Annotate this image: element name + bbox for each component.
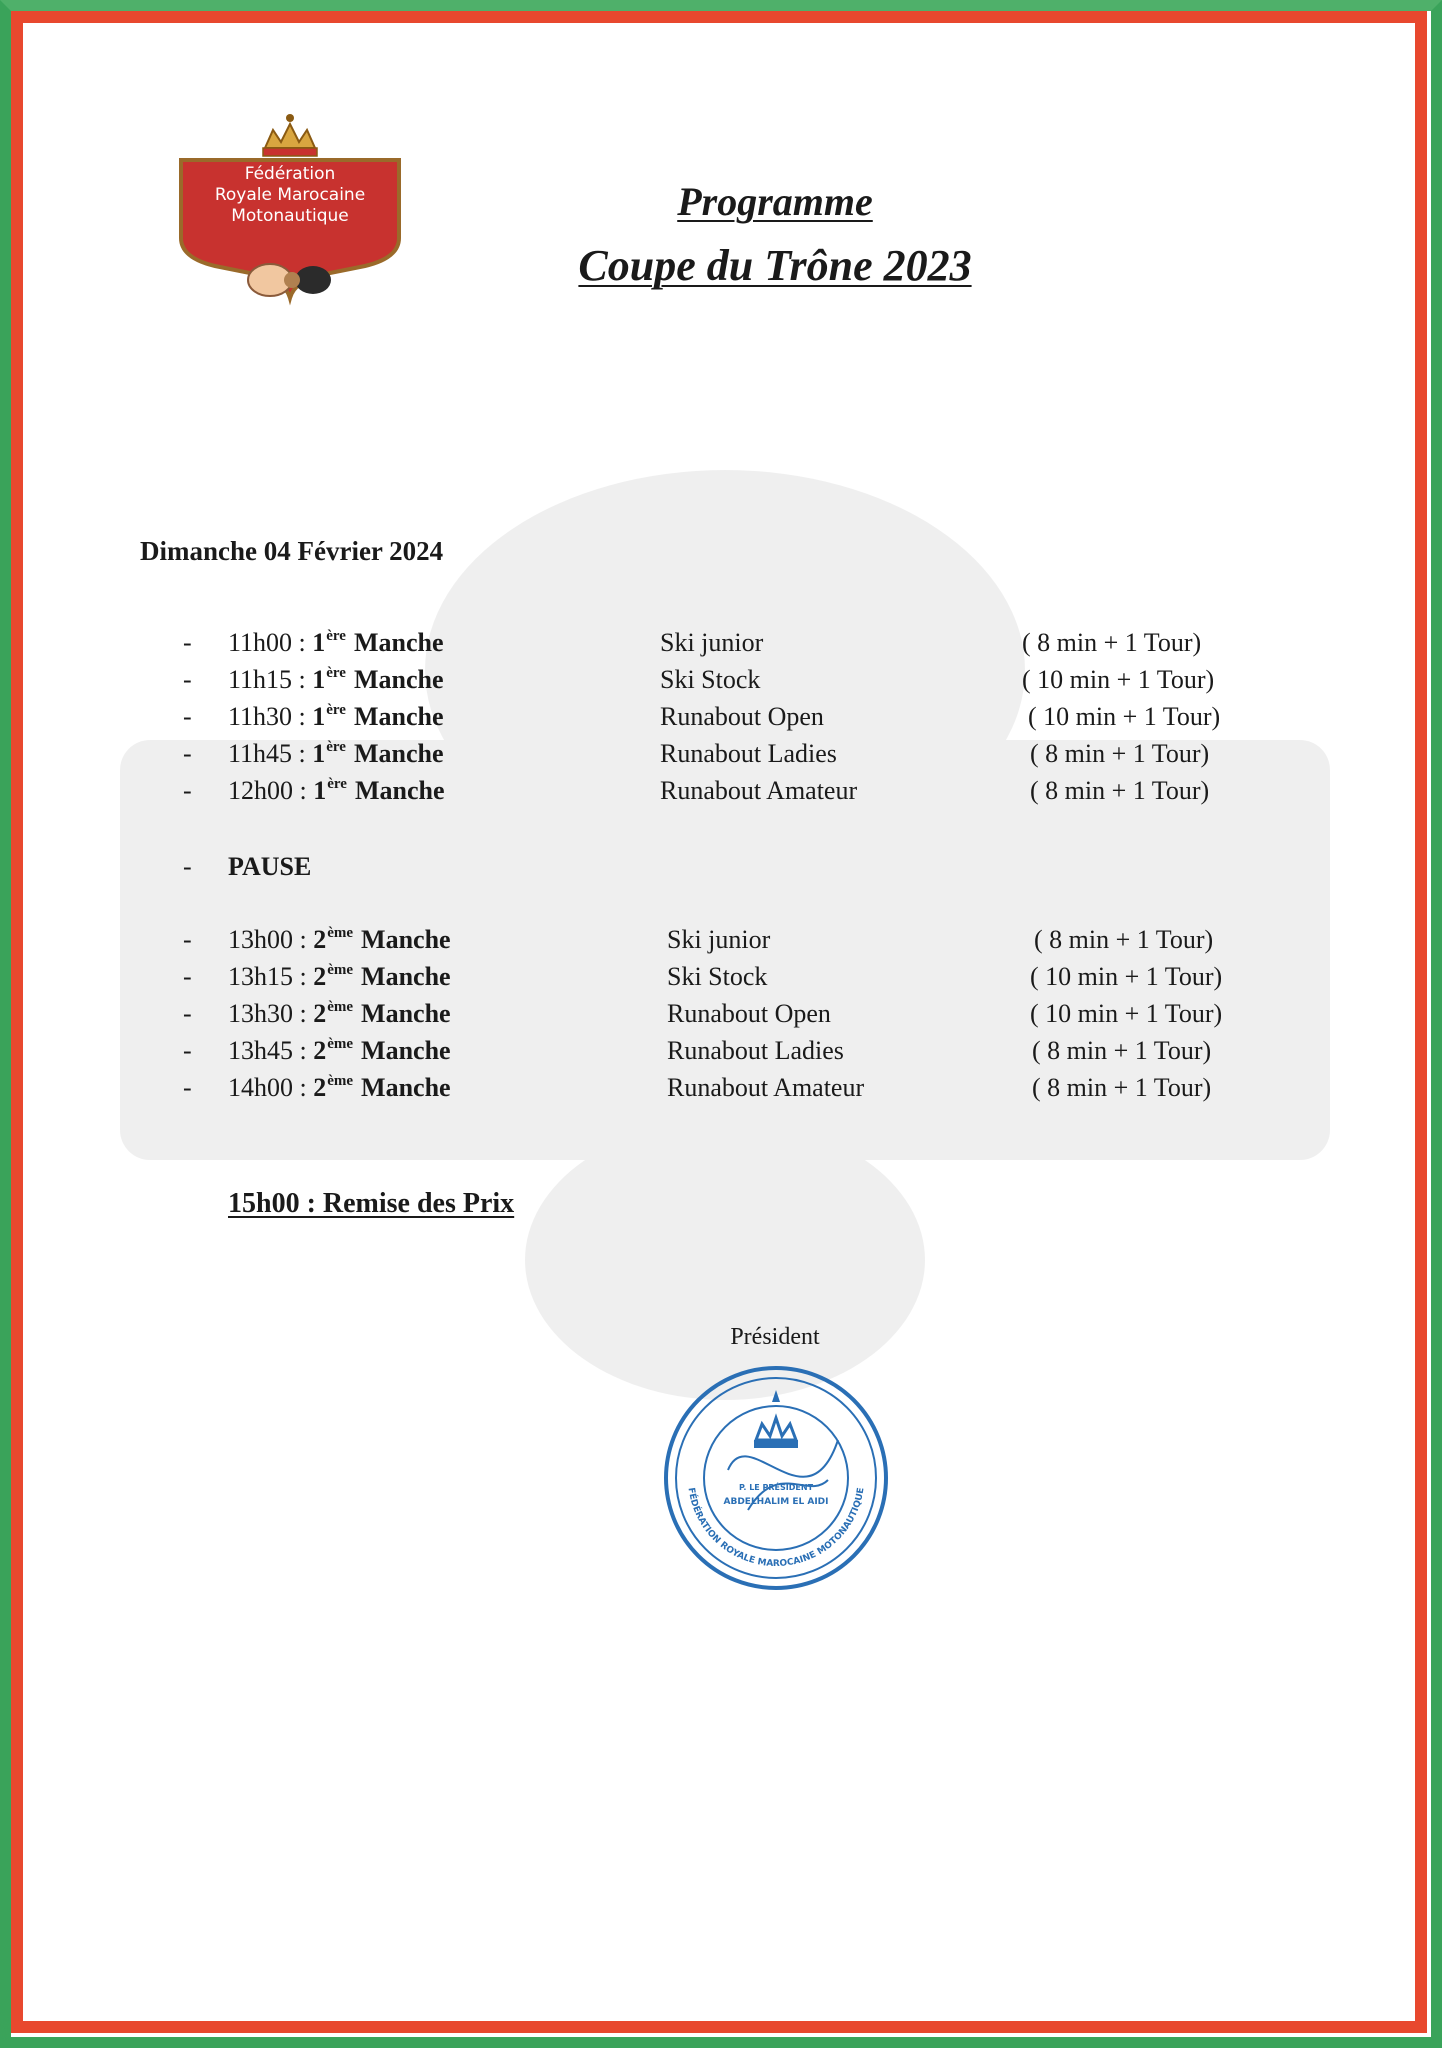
race-duration: ( 8 min + 1 Tour) [1032,1073,1212,1102]
race-time: 11h15 : 1ère Manche [228,665,444,694]
race-time: 11h30 : 1ère Manche [228,702,444,731]
race-time: 13h45 : 2ème Manche [228,1036,451,1065]
race-time: 13h30 : 2ème Manche [228,999,451,1028]
bullet: - [183,702,192,731]
race-category: Ski Stock [667,962,768,991]
bullet: - [183,925,192,954]
race-time: 12h00 : 1ère Manche [228,776,445,805]
race-time: 13h15 : 2ème Manche [228,962,451,991]
race-duration: ( 10 min + 1 Tour) [1030,999,1223,1028]
schedule-row [0,925,1442,961]
race-category: Runabout Open [667,999,831,1028]
bullet: - [183,962,192,991]
schedule-row [0,776,1442,812]
document-subtitle: Coupe du Trône 2023 [578,241,972,290]
pause-label: PAUSE [228,852,312,881]
race-category: Runabout Open [660,702,824,731]
race-time: 14h00 : 2ème Manche [228,1073,451,1102]
official-stamp-icon [658,1360,894,1596]
logo-text [183,164,397,227]
race-duration: ( 10 min + 1 Tour) [1030,962,1223,991]
race-time: 13h00 : 2ème Manche [228,925,451,954]
prize-ceremony: 15h00 : Remise des Prix [228,1188,515,1219]
race-time: 11h45 : 1ère Manche [228,739,444,768]
logo-line: Royale Marocaine [214,185,366,205]
schedule-row [0,739,1442,775]
schedule-row [0,962,1442,998]
bullet: - [183,665,192,694]
race-duration: ( 8 min + 1 Tour) [1030,739,1210,768]
schedule-row [0,999,1442,1035]
schedule-row [0,665,1442,701]
race-time: 11h00 : 1ère Manche [228,628,444,657]
race-duration: ( 8 min + 1 Tour) [1032,1036,1212,1065]
bullet: - [183,1073,192,1102]
bullet: - [183,628,192,657]
schedule-row [0,1036,1442,1072]
race-duration: ( 8 min + 1 Tour) [1034,925,1214,954]
schedule-row [0,702,1442,738]
race-duration: ( 8 min + 1 Tour) [1030,776,1210,805]
race-category: Runabout Amateur [667,1073,865,1102]
signatory-title: Président [730,1324,820,1350]
logo-line: Motonautique [231,206,349,226]
stamp-inner-text-2: ABDELHALIM EL AIDI [723,1497,829,1507]
bullet: - [183,1036,192,1065]
race-category: Runabout Ladies [660,739,837,768]
race-category: Ski junior [667,925,771,954]
race-duration: ( 8 min + 1 Tour) [1022,628,1202,657]
bullet: - [183,739,192,768]
bullet: - [183,999,192,1028]
stamp-outer-text: FÉDÉRATION ROYALE MAROCAINE MOTONAUTIQUE [685,1486,867,1570]
race-category: Ski junior [660,628,764,657]
race-category: Runabout Amateur [660,776,858,805]
stamp-inner-text-1: P. LE PRÉSIDENT [738,1483,814,1492]
federation-logo [175,108,405,308]
document-title: Programme [677,179,873,224]
bullet: - [183,776,192,805]
schedule-row [0,1073,1442,1109]
bullet: - [183,852,192,881]
event-date: Dimanche 04 Février 2024 [140,536,444,566]
race-category: Ski Stock [660,665,761,694]
logo-line: Fédération [244,164,336,184]
race-duration: ( 10 min + 1 Tour) [1022,665,1215,694]
race-category: Runabout Ladies [667,1036,844,1065]
schedule-row [0,628,1442,664]
race-duration: ( 10 min + 1 Tour) [1028,702,1221,731]
watermark-logo-icon [120,440,1330,1400]
